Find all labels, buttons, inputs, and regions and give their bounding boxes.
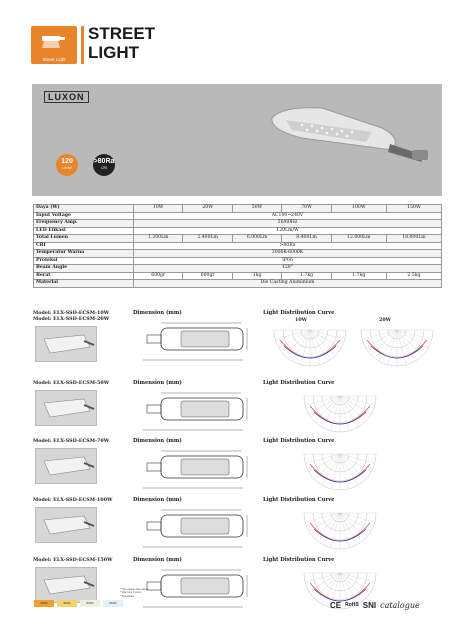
light-distribution-curve [265, 322, 440, 368]
spec-key: Input Voltage [34, 212, 134, 220]
model-row [33, 310, 442, 370]
spec-value: >80Ra [134, 242, 442, 250]
street-light-logo [31, 26, 77, 64]
efficacy-badge: 120 Lm/W [56, 154, 78, 176]
model-label: Model: ELX-SSD-ECSM-50W [33, 380, 110, 386]
light-distribution-curve [265, 446, 440, 492]
spec-key: Beam Angle [34, 265, 134, 273]
spec-key: Temperatur Warna [34, 250, 134, 258]
dimension-drawing [133, 320, 253, 364]
spec-key: Daya (W) [34, 205, 134, 213]
header-divider [81, 26, 84, 64]
cri-badge: >80Ra CRI [93, 154, 115, 176]
certification-logos [330, 598, 420, 612]
model-row [33, 497, 442, 557]
model-photo [35, 507, 97, 543]
footer-note: * Warranty 2 years [120, 591, 142, 595]
model-photo [35, 567, 97, 603]
dimension-title: Dimension (mm) [133, 310, 182, 316]
dimension-drawing [133, 448, 253, 492]
catalogue-logo: catalogue [380, 600, 420, 610]
spec-value: 100W [331, 205, 386, 213]
model-label: Model: ELX-SSD-ECSM-150W [33, 557, 113, 563]
spec-row [34, 272, 442, 280]
dimension-drawing [133, 567, 253, 611]
light-distribution-title: Light Distribution Curve [263, 380, 335, 386]
light-distribution-title: Light Distribution Curve [263, 310, 335, 316]
light-distribution-title: Light Distribution Curve [263, 497, 335, 503]
light-distribution-curve [265, 388, 440, 434]
dimension-title: Dimension (mm) [133, 497, 182, 503]
sni-mark-icon: SNI [362, 600, 377, 610]
spec-row [34, 205, 442, 213]
light-distribution-title: Light Distribution Curve [263, 557, 335, 563]
spec-value: 20W [183, 205, 232, 213]
product-banner [32, 84, 442, 196]
spec-value: 70W [282, 205, 331, 213]
footer-notes [120, 588, 148, 598]
model-row [33, 380, 442, 440]
spec-value: 8.400Lm [282, 235, 331, 243]
spec-value: 120° [134, 265, 442, 273]
footer-note: * Spesifikasi [120, 594, 135, 598]
spec-row [34, 280, 442, 288]
spec-row [34, 265, 442, 273]
spec-value: 2.5kg [386, 272, 441, 280]
spec-value: 1.7kg [331, 272, 386, 280]
dimension-drawing [133, 507, 253, 551]
spec-key: Frequency Amp. [34, 220, 134, 228]
curve-sub-label: 10W [295, 317, 308, 323]
spec-key: Proteksi [34, 257, 134, 265]
color-swatch: 3000K [34, 600, 54, 607]
dimension-title: Dimension (mm) [133, 438, 182, 444]
color-temperature-swatches [34, 600, 123, 608]
spec-key: CRI [34, 242, 134, 250]
spec-value: 18.000Lm [386, 235, 441, 243]
spec-value: 12.000Lm [331, 235, 386, 243]
curve-sub-label: 20W [379, 317, 392, 323]
spec-value: 2.400Lm [183, 235, 232, 243]
spec-row [34, 212, 442, 220]
logo-label: Street Light [42, 57, 66, 62]
spec-value: 1.200Lm [134, 235, 183, 243]
street-lamp-icon [40, 32, 66, 50]
spec-value: 10W [134, 205, 183, 213]
spec-value: 50/60Hz [134, 220, 442, 228]
dimension-title: Dimension (mm) [133, 557, 182, 563]
rohs-mark-icon: RoHS [345, 602, 359, 608]
spec-value: 600gr [183, 272, 232, 280]
spec-key: LED Efikasi [34, 227, 134, 235]
spec-row [34, 235, 442, 243]
spec-value: 120Lm/W [134, 227, 442, 235]
spec-row [34, 257, 442, 265]
brand-logo: LUXON [44, 91, 89, 103]
light-distribution-curve [265, 505, 440, 551]
model-label: Model: ELX-SSD-ECSM-10W Model: ELX-SSD-ECSM-20W [33, 310, 110, 322]
page-title [88, 24, 155, 62]
color-swatch: 5000K [80, 600, 100, 607]
dimension-drawing [133, 390, 253, 434]
spec-value: 6.000Lm [232, 235, 281, 243]
model-row [33, 438, 442, 498]
model-photo [35, 326, 97, 362]
ce-mark-icon: CE [330, 600, 342, 610]
street-light-product-image [262, 98, 432, 168]
spec-value: 50W [232, 205, 281, 213]
spec-row [34, 242, 442, 250]
color-swatch: 6500K [103, 600, 123, 607]
color-swatch: 4000K [57, 600, 77, 607]
spec-value: Die Casting Aluminium [134, 280, 442, 288]
spec-key: Total Lumen [34, 235, 134, 243]
footer-note: * Tipe ukuran dan warna [120, 588, 149, 591]
spec-row [34, 250, 442, 258]
spec-key: Berat [34, 272, 134, 280]
title-line-1: STREET [88, 24, 156, 43]
light-distribution-title: Light Distribution Curve [263, 438, 335, 444]
spec-value: AC100~240V [134, 212, 442, 220]
spec-value: 150W [386, 205, 441, 213]
model-label: Model: ELX-SSD-ECSM-100W [33, 497, 113, 503]
spec-value: 3000K-6000K [134, 250, 442, 258]
dimension-title: Dimension (mm) [133, 380, 182, 386]
title-line-2: LIGHT [88, 43, 139, 62]
model-label: Model: ELX-SSD-ECSM-70W [33, 438, 110, 444]
spec-value: 600gr [134, 272, 183, 280]
spec-value: 1kg [232, 272, 281, 280]
spec-row [34, 227, 442, 235]
spec-row [34, 220, 442, 228]
spec-value: IP66 [134, 257, 442, 265]
model-photo [35, 448, 97, 484]
spec-key: Material [34, 280, 134, 288]
model-photo [35, 390, 97, 426]
spec-value: 1.7kg [282, 272, 331, 280]
specification-table [33, 204, 442, 288]
